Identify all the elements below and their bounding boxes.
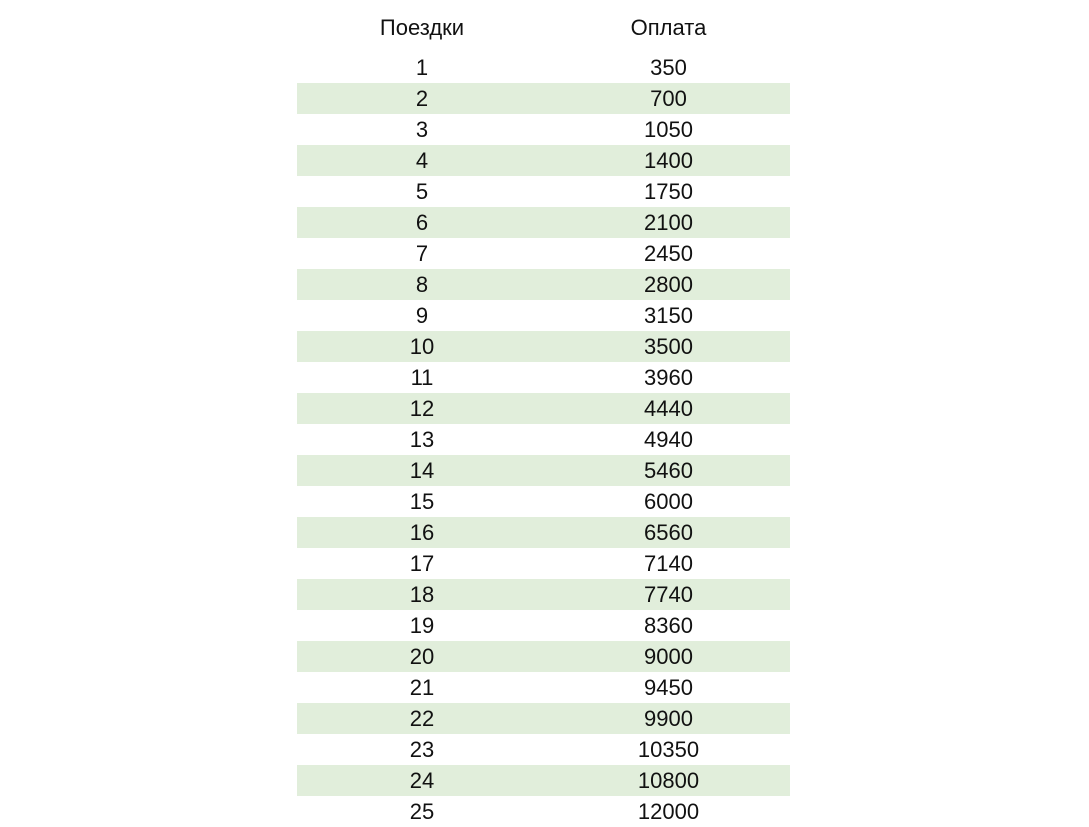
payment-cell: 9900	[644, 706, 693, 731]
table-row	[297, 734, 790, 765]
trips-cell: 16	[409, 520, 435, 545]
trips-cell: 15	[409, 489, 435, 514]
header-trips: Поездки	[379, 14, 465, 40]
trips-cell: 24	[409, 768, 435, 793]
trips-cell: 14	[409, 458, 435, 483]
payment-cell: 3150	[644, 303, 693, 328]
table-row	[297, 145, 790, 176]
payment-cell: 6560	[644, 520, 693, 545]
payment-cell: 2450	[644, 241, 693, 266]
payment-cell: 4940	[644, 427, 693, 452]
table-row	[297, 331, 790, 362]
table-row	[297, 703, 790, 734]
table-row	[297, 114, 790, 145]
table-row	[297, 52, 790, 83]
payment-cell: 8360	[644, 613, 693, 638]
payment-cell: 7140	[644, 551, 693, 576]
trips-cell: 9	[415, 303, 429, 328]
payment-cell: 10350	[637, 737, 700, 762]
table-row	[297, 424, 790, 455]
table-row	[297, 238, 790, 269]
payment-cell: 4440	[644, 396, 693, 421]
table-row	[297, 393, 790, 424]
trips-cell: 8	[415, 272, 429, 297]
trips-cell: 18	[409, 582, 435, 607]
table-row	[297, 641, 790, 672]
payment-cell: 9450	[644, 675, 693, 700]
trips-cell: 11	[410, 365, 434, 390]
trips-cell: 13	[409, 427, 435, 452]
payment-table	[297, 10, 790, 827]
payment-cell: 9000	[644, 644, 693, 669]
trips-cell: 2	[415, 86, 429, 111]
table-body	[297, 52, 790, 827]
payment-cell: 7740	[644, 582, 693, 607]
trips-cell: 3	[415, 117, 429, 142]
payment-cell: 2100	[644, 210, 693, 235]
table-header	[297, 10, 790, 44]
payment-cell: 1050	[644, 117, 693, 142]
table-row	[297, 672, 790, 703]
table-row	[297, 486, 790, 517]
payment-cell: 1400	[644, 148, 693, 173]
table-row	[297, 548, 790, 579]
table-row	[297, 362, 790, 393]
trips-cell: 17	[409, 551, 435, 576]
payment-cell: 12000	[637, 799, 700, 824]
header-payment: Оплата	[630, 14, 707, 40]
table-row	[297, 579, 790, 610]
trips-cell: 10	[409, 334, 435, 359]
payment-cell: 6000	[644, 489, 693, 514]
table-row	[297, 796, 790, 827]
trips-cell: 20	[409, 644, 435, 669]
table-row	[297, 517, 790, 548]
trips-cell: 22	[409, 706, 435, 731]
payment-cell: 2800	[644, 272, 693, 297]
payment-cell: 3960	[644, 365, 693, 390]
trips-cell: 7	[415, 241, 429, 266]
trips-cell: 19	[409, 613, 435, 638]
trips-cell: 25	[409, 799, 435, 824]
payment-cell: 700	[650, 86, 687, 111]
table-row	[297, 176, 790, 207]
trips-cell: 21	[409, 675, 435, 700]
payment-cell: 5460	[644, 458, 693, 483]
table-row	[297, 455, 790, 486]
table-row	[297, 83, 790, 114]
table-row	[297, 269, 790, 300]
payment-cell: 10800	[637, 768, 700, 793]
table-row	[297, 610, 790, 641]
trips-cell: 4	[415, 148, 429, 173]
payment-cell: 3500	[644, 334, 693, 359]
trips-cell: 12	[409, 396, 435, 421]
trips-cell: 6	[415, 210, 429, 235]
trips-cell: 23	[409, 737, 435, 762]
table-row	[297, 207, 790, 238]
payment-cell: 1750	[644, 179, 693, 204]
table-row	[297, 765, 790, 796]
trips-cell: 5	[415, 179, 429, 204]
payment-cell: 350	[650, 55, 687, 80]
trips-cell: 1	[415, 55, 429, 80]
table-row	[297, 300, 790, 331]
